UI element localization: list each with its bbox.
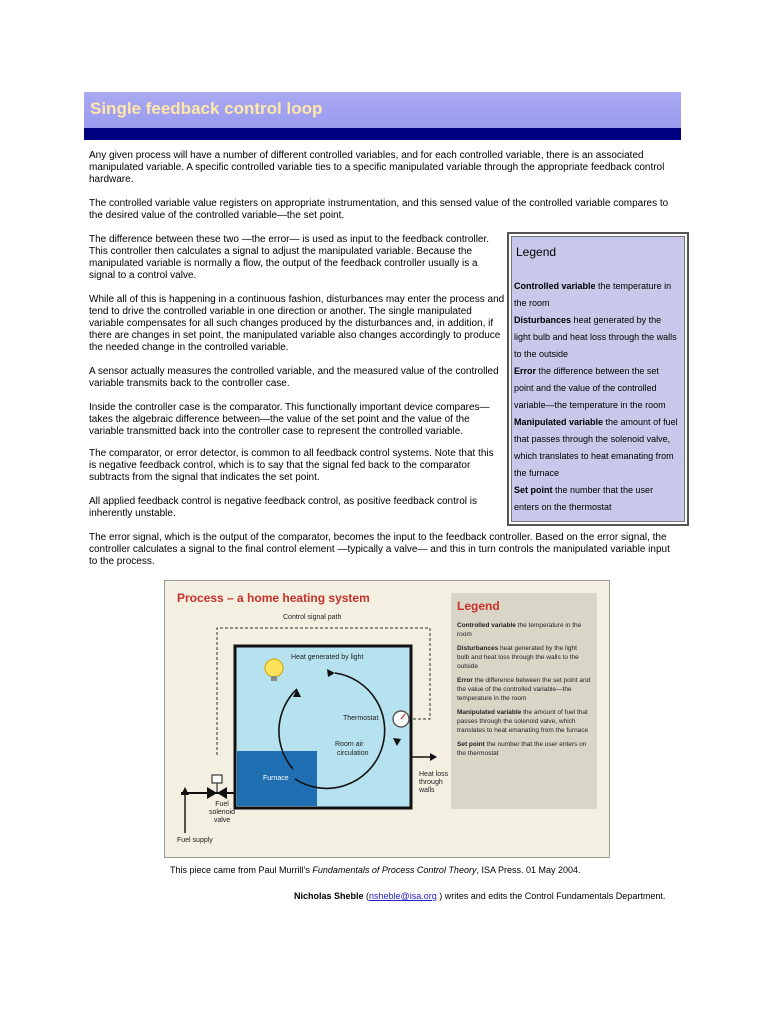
solenoid-icon [212, 775, 222, 783]
legend-term: Set point [514, 485, 553, 495]
diagram-legend-text: the difference between the set point and the value of the controlled variable—the temperature in the room [457, 677, 591, 702]
valve-icon [217, 787, 227, 799]
legend-item [514, 281, 671, 308]
diagram-legend-term: Set point [457, 741, 485, 748]
legend-term: Controlled variable [514, 281, 596, 291]
legend-item [514, 315, 677, 359]
label-circulation: circulation [337, 750, 369, 757]
label-heat-loss: Heat loss through walls [419, 771, 449, 794]
diagram-title: Process – a home heating system [177, 591, 370, 605]
caption-suffix: , ISA Press. 01 May 2004. [476, 865, 581, 875]
caption-prefix: This piece came from Paul Murrill’s [170, 865, 313, 875]
arrowhead [181, 787, 189, 795]
paragraph-9: The error signal, which is the output of the comparator, becomes the input to the feedback controller. Based on the error signal, the controller calculates a signal to the final control element —typically a valve— and this in turn controls the manipulated variable input to the process. [89, 532, 670, 567]
paragraph-1: Any given process will have a number of different controlled variables, and for each controlled variable, there is an associated manipulated variable. A specific controlled variable ties to a specific manipulated variable through the appropriate feedback control hardware. [89, 150, 665, 185]
diagram-legend-item [457, 644, 591, 671]
legend-item [514, 366, 666, 410]
page-title: Single feedback control loop [90, 99, 323, 118]
valve-icon [207, 787, 217, 799]
author-byline [294, 891, 665, 901]
diagram-legend-item [457, 740, 591, 758]
diagram-legend-term: Disturbances [457, 645, 499, 652]
legend-text: the temperature in the room [514, 281, 672, 308]
byline-open: ( [363, 891, 370, 901]
label-fuel-supply: Fuel supply [177, 837, 213, 844]
legend-item [514, 417, 678, 478]
legend-text: the amount of fuel that passes through the solenoid valve, which translates to heat emanating from the furnace [514, 417, 678, 478]
author-name: Nicholas Sheble [294, 891, 364, 901]
label-thermostat: Thermostat [343, 715, 379, 722]
caption-book-title: Fundamentals of Process Control Theory [312, 865, 477, 875]
lightbulb-base [271, 676, 277, 681]
legend-term: Disturbances [514, 315, 572, 325]
legend-text: heat generated by the light bulb and heat loss through the walls to the outside [514, 315, 677, 359]
legend-box [507, 232, 689, 526]
legend-item [514, 485, 653, 512]
diagram-legend-title: Legend [457, 599, 500, 613]
diagram-legend-item [457, 621, 591, 639]
process-diagram [164, 580, 610, 858]
diagram-legend-item [457, 676, 591, 703]
label-fuel-valve: Fuel solenoid valve [208, 801, 236, 824]
label-heat-by-light: Heat generated by light [291, 654, 364, 661]
diagram-legend-list [457, 621, 591, 763]
diagram-legend [451, 593, 597, 809]
paragraph-5: A sensor actually measures the controlled variable, and the measured value of the controlled variable transmits back to the controller case. [89, 366, 499, 389]
byline-rest: ) writes and edits the Control Fundamentals Department. [436, 891, 666, 901]
paragraph-3: The difference between these two —the error— is used as input to the feedback controller. This controller then calculates a signal to adjust the manipulated variable. Because the manipulated variable is normally a flow, the output of the feedback controller usually is a signal to a control valve. [89, 234, 490, 281]
diagram-legend-text: the temperature in the room [457, 622, 582, 638]
diagram-legend-text: the number that the user enters on the thermostat [457, 741, 587, 757]
label-room-air: Room air [335, 741, 364, 748]
legend-text: the number that the user enters on the thermostat [514, 485, 654, 512]
diagram-legend-term: Controlled variable [457, 622, 516, 629]
legend-term: Manipulated variable [514, 417, 604, 427]
legend-title: Legend [516, 245, 557, 259]
paragraph-6: Inside the controller case is the comparator. This functionally important device compares—takes the algebraic difference between—the value of the set point and the value of the variable transmitted back into the controller case to represent the controlled variable. [89, 402, 490, 437]
title-rule [84, 128, 681, 140]
paragraph-8: All applied feedback control is negative feedback control, as positive feedback control is inherently unstable. [89, 496, 478, 519]
label-control-signal-path: Control signal path [283, 614, 342, 621]
diagram-legend-text: the amount of fuel that passes through the solenoid valve, which translates to heat emanating from the furnace [457, 709, 589, 734]
diagram-legend-item [457, 708, 591, 735]
diagram-legend-term: Manipulated variable [457, 709, 522, 716]
paragraph-7: The comparator, or error detector, is common to all feedback control systems. Note that this is negative feedback control, which is to say that the signal fed back to the comparator subtracts from the signal that indicates the set point. [89, 448, 494, 483]
label-furnace: Furnace [263, 775, 289, 782]
legend-text: the difference between the set point and the value of the controlled variable—the temperature in the room [514, 366, 666, 410]
arrowhead [430, 753, 437, 761]
diagram-legend-term: Error [457, 677, 473, 684]
diagram-caption [170, 865, 581, 875]
paragraph-2: The controlled variable value registers on appropriate instrumentation, and this sensed value of the controlled variable compares to the desired value of the controlled variable—the set point. [89, 198, 669, 221]
title-bar [84, 92, 681, 128]
lightbulb-icon [265, 659, 283, 677]
diagram-legend-text: heat generated by the light bulb and heat loss through the walls to the outside [457, 645, 579, 670]
paragraph-4: While all of this is happening in a continuous fashion, disturbances may enter the process and tend to drive the controlled variable in one direction or another. The single manipulated variable compensates for all such changes produced by the disturbances and, in addition, if there are changes in set point, the manipulated variable also changes accordingly to produce the needed change in the controlled variable. [89, 294, 505, 353]
legend-term: Error [514, 366, 537, 376]
author-email-link[interactable]: nsheble@isa.org [369, 891, 437, 901]
legend-list [514, 278, 678, 516]
